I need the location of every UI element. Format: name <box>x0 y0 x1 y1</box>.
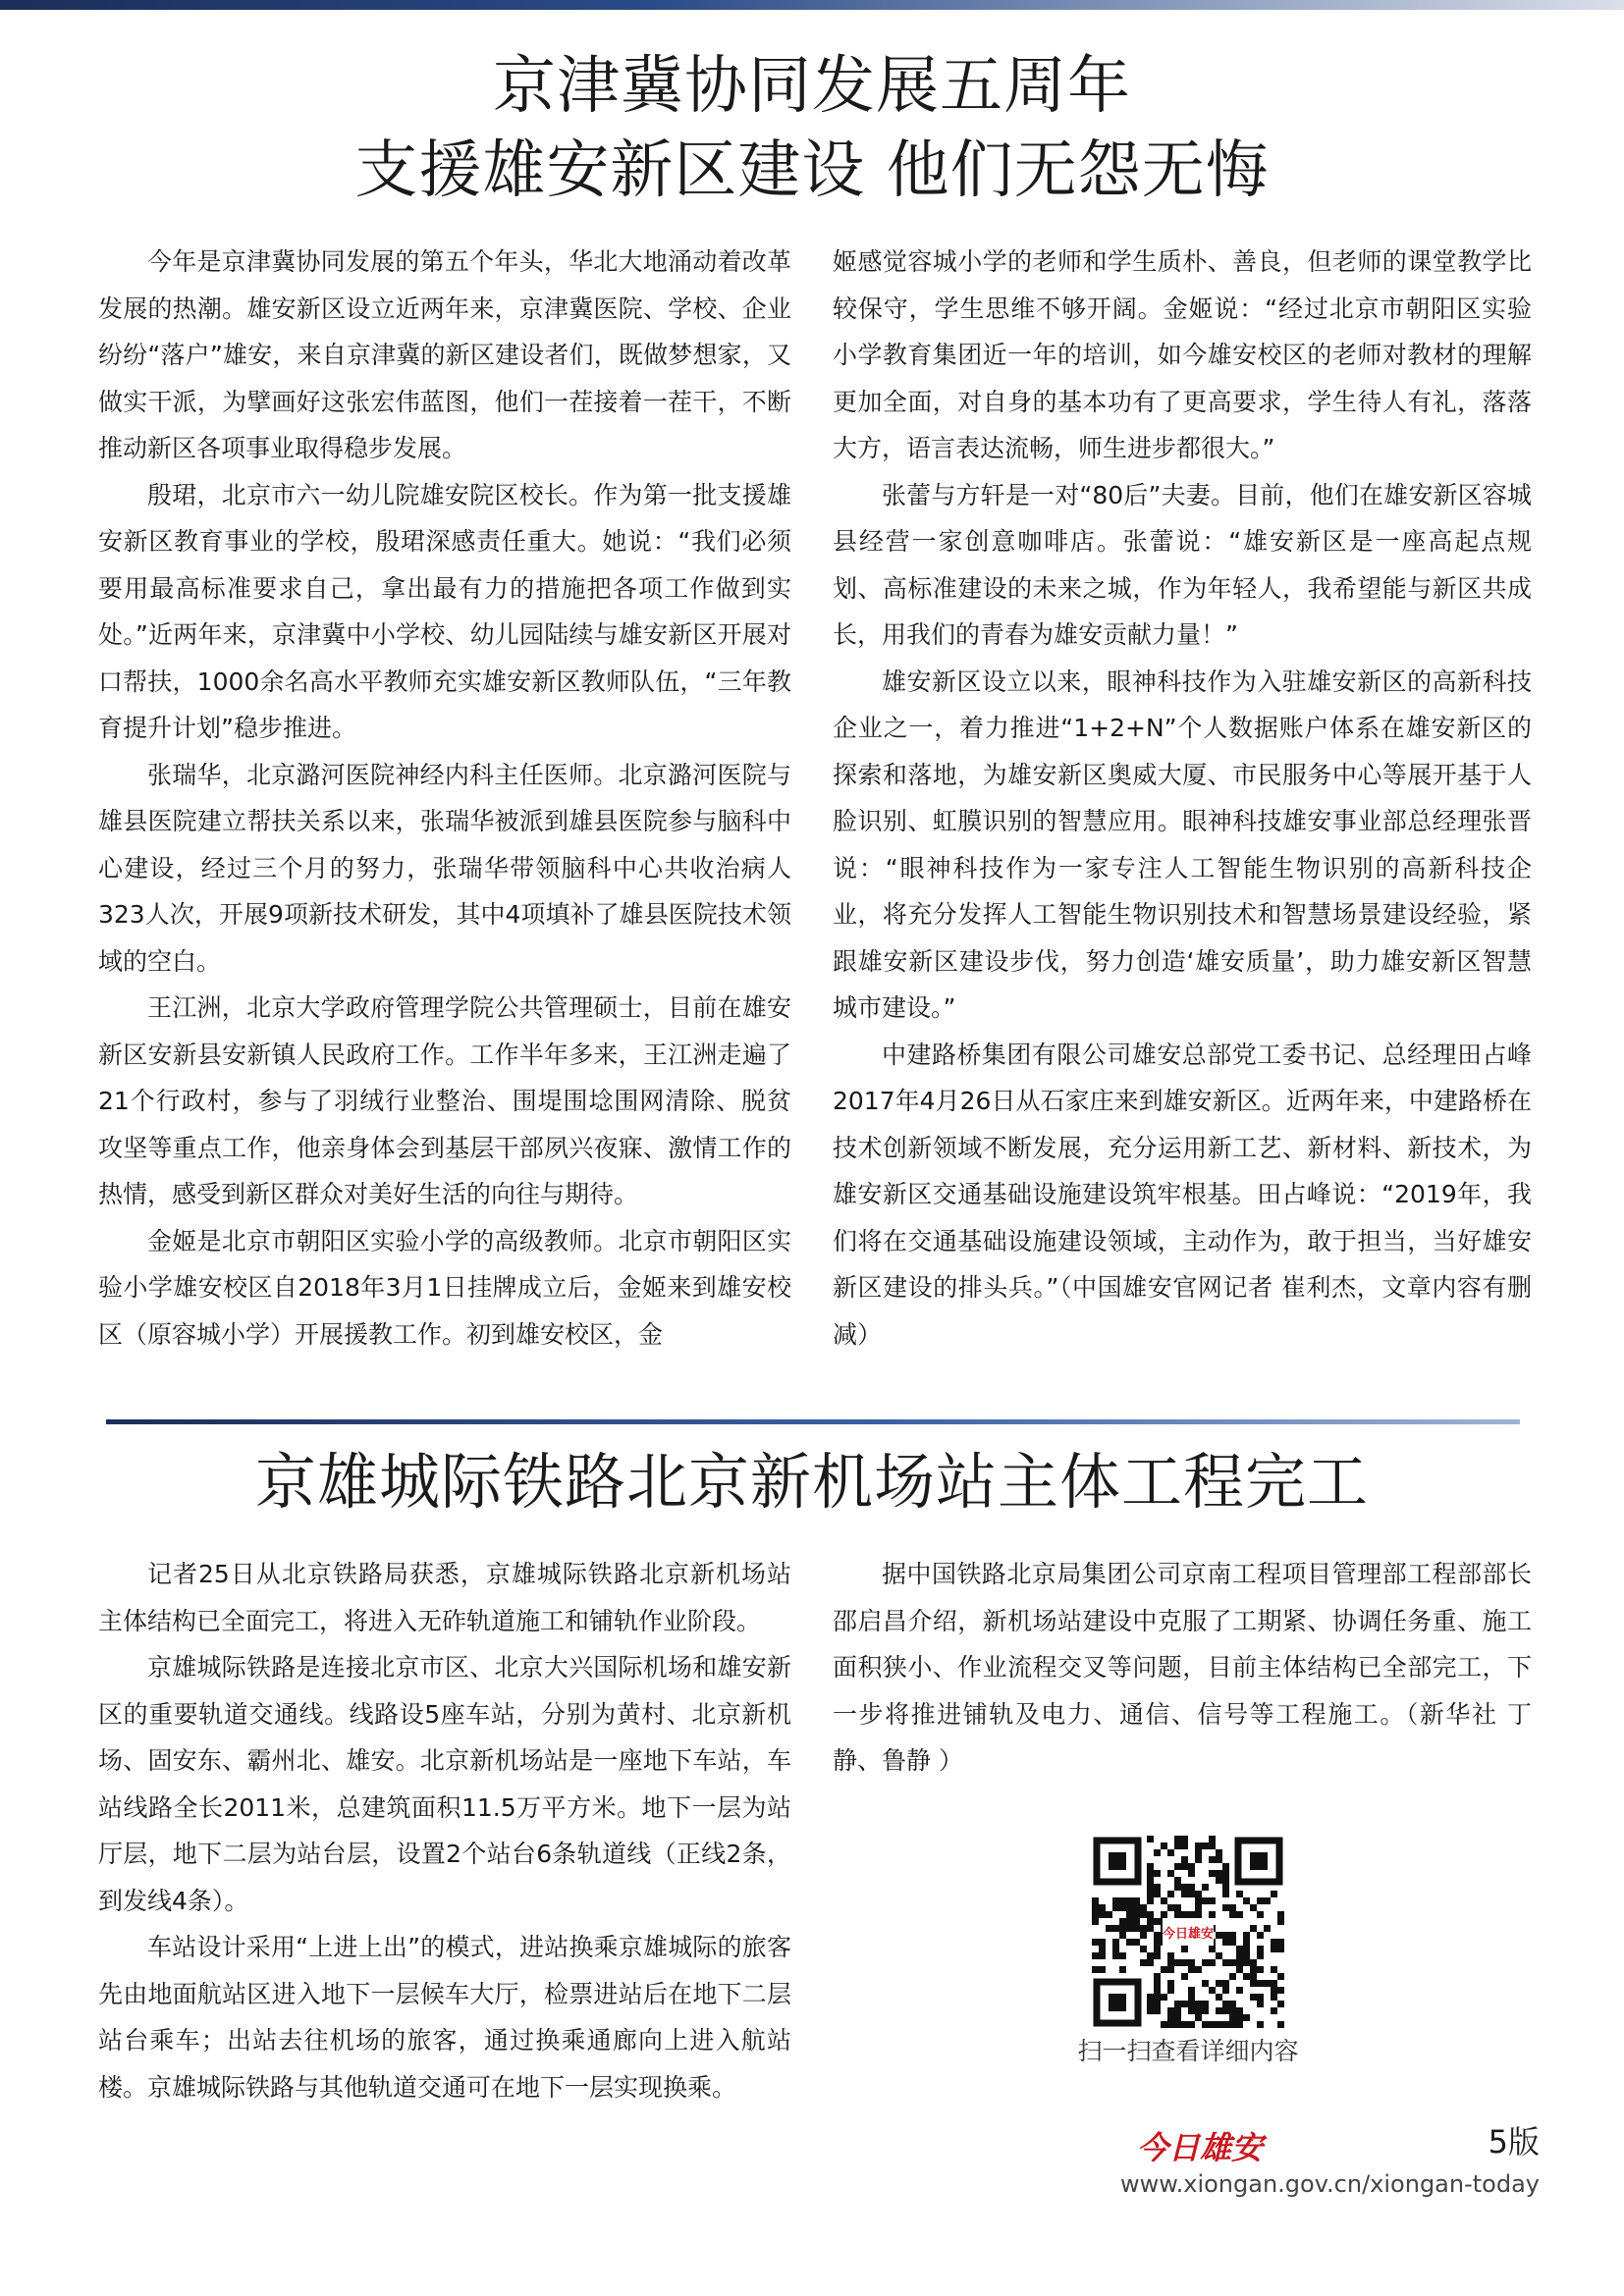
article1-headline-line1: 京津冀协同发展五周年 <box>493 50 1131 123</box>
article1-paragraph: 王江洲，北京大学政府管理学院公共管理硕士，目前在雄安新区安新县安新镇人民政府工作。工作半年多来，王江洲走遍了21个行政村，参与了羽绒行业整治、围堤围埝围网清除、脱贫攻坚等重点工作，他亲身体会到基层干部夙兴夜寐、激情工作的热情，感受到新区群众对美好生活的向往与期待。 <box>98 993 791 1208</box>
newspaper-logo <box>1137 2125 1274 2168</box>
qr-code[interactable] <box>1090 1834 1286 2030</box>
page-number: 5版 <box>1488 2123 1540 2161</box>
article1-right-column <box>833 239 1532 1358</box>
article1-paragraph: 中建路桥集团有限公司雄安总部党工委书记、总经理田占峰2017年4月26日从石家庄来到雄安新区。近两年来，中建路桥在技术创新领域不断发展，充分运用新工艺、新材料、新技术，为雄安新区交通基础设施建设筑牢根基。田占峰说：“2019年，我们将在交通基础设施建设领域，主动作为，敢于担当，当好雄安新区建设的排头兵。”（中国雄安官网记者 崔利杰，文章内容有删减） <box>833 1040 1532 1349</box>
article1-paragraph: 今年是京津冀协同发展的第五个年头，华北大地涌动着改革发展的热潮。雄安新区设立近两年来，京津冀医院、学校、企业纷纷“落户”雄安，来自京津冀的新区建设者们，既做梦想家，又做实干派，为擘画好这张宏伟蓝图，他们一茬接着一茬干，不断推动新区各项事业取得稳步发展。 <box>98 247 791 462</box>
section-divider <box>106 1419 1520 1424</box>
article1-paragraph: 金姬是北京市朝阳区实验小学的高级教师。北京市朝阳区实验小学雄安校区自2018年3月1日挂牌成立后，金姬来到雄安校区（原容城小学）开展援教工作。初到雄安校区，金 <box>98 1226 791 1349</box>
website-url[interactable]: www.xiongan.gov.cn/xiongan-today <box>1119 2170 1540 2198</box>
qr-caption: 扫一扫查看详细内容 <box>1077 2037 1299 2065</box>
article2-right-column <box>833 1551 1532 1785</box>
qr-center-logo: 今日雄安 <box>1162 1927 1215 1942</box>
article1-paragraph: 雄安新区设立以来，眼神科技作为入驻雄安新区的高新科技企业之一，着力推进“1+2+N”个人数据账户体系在雄安新区的探索和落地，为雄安新区奥威大厦、市民服务中心等展开基于人脸识别、虹膜识别的智慧应用。眼神科技雄安事业部总经理张晋说：“眼神科技作为一家专注人工智能生物识别的高新科技企业，将充分发挥人工智能生物识别技术和智慧场景建设经验，紧跟雄安新区建设步伐，努力创造‘雄安质量’，助力雄安新区智慧城市建设。” <box>833 667 1532 1022</box>
article2-paragraph: 记者25日从北京铁路局获悉，京雄城际铁路北京新机场站主体结构已全面完工，将进入无砟轨道施工和铺轨作业阶段。 <box>98 1560 791 1635</box>
article1-paragraph: 张瑞华，北京潞河医院神经内科主任医师。北京潞河医院与雄县医院建立帮扶关系以来，张瑞华被派到雄县医院参与脑科中心建设，经过三个月的努力，张瑞华带领脑科中心共收治病人323人次，开展9项新技术研发，其中4项填补了雄县医院技术领域的空白。 <box>98 760 791 976</box>
article1-paragraph: 张蕾与方轩是一对“80后”夫妻。目前，他们在雄安新区容城县经营一家创意咖啡店。张蕾说：“雄安新区是一座高起点规划、高标准建设的未来之城，作为年轻人，我希望能与新区共成长，用我们的青春为雄安贡献力量！” <box>833 480 1532 649</box>
article1-paragraph-continued: 姬感觉容城小学的老师和学生质朴、善良，但老师的课堂教学比较保守，学生思维不够开阔。金姬说：“经过北京市朝阳区实验小学教育集团近一年的培训，如今雄安校区的老师对教材的理解更加全面，对自身的基本功有了更高要求，学生待人有礼，落落大方，语言表达流畅，师生进步都很大。” <box>833 247 1532 462</box>
article2-paragraph: 京雄城际铁路是连接北京市区、北京大兴国际机场和雄安新区的重要轨道交通线。线路设5座车站，分别为黄村、北京新机场、固安东、霸州北、雄安。北京新机场站是一座地下车站，车站线路全长2011米，总建筑面积11.5万平方米。地下一层为站厅层，地下二层为站台层，设置2个站台6条轨道线（正线2条，到发线4条）。 <box>98 1653 791 1915</box>
article2-paragraph: 据中国铁路北京局集团公司京南工程项目管理部工程部部长邵启昌介绍，新机场站建设中克服了工期紧、协调任务重、施工面积狭小、作业流程交叉等问题，目前主体结构已全部完工，下一步将推进铺轨及电力、通信、信号等工程施工。（新华社 丁静、鲁静 ） <box>833 1560 1532 1775</box>
article1-headline-line2: 支援雄安新区建设 他们无怨无悔 <box>354 134 1270 207</box>
article1-left-column <box>98 239 791 1358</box>
article2-left-column <box>98 1551 791 2110</box>
article1-paragraph: 殷珺，北京市六一幼儿院雄安院区校长。作为第一批支援雄安新区教育事业的学校，殷珺深感责任重大。她说：“我们必须要用最高标准要求自己，拿出最有力的措施把各项工作做到实处。”近两年来，京津冀中小学校、幼儿园陆续与雄安新区开展对口帮扶，1000余名高水平教师充实雄安新区教师队伍，“三年教育提升计划”稳步推进。 <box>98 480 791 742</box>
logo-text: 今日雄安 <box>1137 2129 1264 2166</box>
article2-paragraph: 车站设计采用“上进上出”的模式，进站换乘京雄城际的旅客先由地面航站区进入地下一层候车大厅，检票进站后在地下二层站台乘车；出站去往机场的旅客，通过换乘通廊向上进入航站楼。京雄城际铁路与其他轨道交通可在地下一层实现换乘。 <box>98 1933 791 2102</box>
article2-headline: 京雄城际铁路北京新机场站主体工程完工 <box>254 1446 1369 1518</box>
top-banner-bar <box>0 0 1624 10</box>
